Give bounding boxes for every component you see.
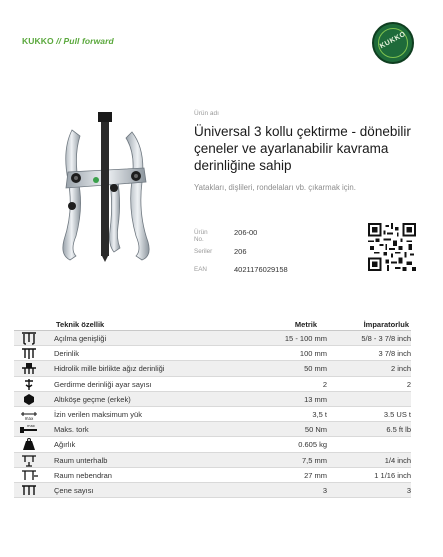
table-row [14,377,411,392]
qr-code[interactable] [368,223,416,271]
puller-tool-image [52,110,162,280]
table-row [14,331,411,346]
table-row [14,422,411,437]
row-metric: 27 mm [304,470,327,480]
table-row [14,453,411,468]
header-metric: Metrik [294,320,317,329]
hydraulic-depth-icon [18,362,40,375]
svg-text:max: max [24,415,34,421]
row-name: İzin verilen maksimum yük [54,409,142,419]
table-row [14,361,411,376]
product-name-label: Ürün adı [194,110,219,117]
spindle-turns-icon [18,378,40,391]
table-row [14,407,411,422]
header-imperial: İmparatorluk [363,320,409,329]
row-name: Raum unterhalb [54,455,108,465]
row-metric: 3,5 t [312,409,327,419]
product-title: Üniversal 3 kollu çektirme - dönebilir çeneler ve ayarlanabilir kavrama derinliğine sahip [194,124,411,173]
row-name: Ağırlık [54,440,76,450]
row-metric: 50 Nm [304,425,327,435]
row-name: Hidrolik mille birlikte ağız derinliği [54,364,165,374]
hexagon-icon [18,393,40,406]
meta-value: 206-00 [234,228,258,237]
row-name: Maks. tork [54,425,89,435]
meta-label: Ürün No. [194,229,208,243]
row-metric: 13 mm [304,394,327,404]
row-imperial: 5/8 - 3 7/8 inch [361,334,411,343]
table-row [14,346,411,361]
brand-header [22,36,114,46]
row-metric: 2 [322,379,327,389]
meta-label: EAN [194,266,207,273]
product-subtitle: Yatakları, dişlileri, rondelaları vb. çıkarmak için. [194,183,356,192]
row-name: Altıköşe geçme (erkek) [54,394,131,404]
meta-value: 4021176029158 [234,265,288,274]
row-name: Raum nebendran [54,470,112,480]
row-imperial: 3 [406,485,411,495]
logo-text: KUKKO [378,30,408,51]
table-row [14,392,411,407]
svg-text:max: max [27,424,35,429]
row-imperial: 3.5 US t [383,409,411,419]
row-metric: 100 mm [299,349,327,359]
meta-value: 206 [234,247,247,256]
meta-label: Seriler [194,248,213,255]
row-imperial: 2 [406,379,411,389]
row-metric: 15 - 100 mm [284,334,327,343]
table-row [14,483,411,498]
row-metric: 7,5 mm [301,455,327,465]
brand-name: KUKKO [22,36,54,46]
weight-icon [18,438,40,451]
row-name: Gerdirme derinliği ayar sayısı [54,379,152,389]
space-below-icon [18,454,40,467]
row-name: Açılma genişliği [54,334,107,343]
row-imperial: 1 1/16 inch [374,470,411,480]
torque-icon [18,423,40,436]
row-imperial: 6.5 ft lb [386,425,411,435]
specs-table [14,317,411,498]
space-beside-icon [18,469,40,482]
max-load-icon [18,408,40,421]
row-metric: 3 [322,485,327,495]
jaw-count-icon [18,484,40,497]
kukko-logo [372,22,414,64]
depth-icon [18,347,40,360]
row-metric: 0.605 kg [298,440,327,450]
row-name: Çene sayısı [54,485,94,495]
row-name: Derinlik [54,349,80,359]
row-imperial: 3 7/8 inch [378,349,411,359]
opening-width-icon [18,332,40,345]
header-name: Teknik özellik [56,320,105,329]
table-row [14,437,411,452]
table-row [14,468,411,483]
brand-tagline: // Pull forward [53,36,114,46]
row-metric: 50 mm [304,364,327,374]
specs-header [14,317,411,331]
row-imperial: 2 inch [390,364,411,374]
row-imperial: 1/4 inch [384,455,411,465]
